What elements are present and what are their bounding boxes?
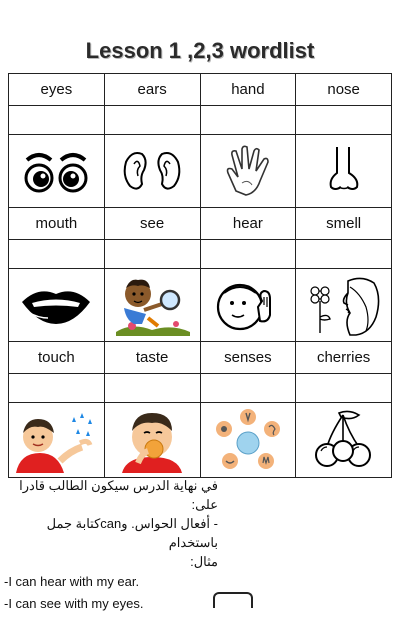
table-row bbox=[9, 374, 392, 403]
picture-cell bbox=[296, 269, 392, 342]
picture-cell bbox=[9, 135, 105, 208]
mouth-icon bbox=[18, 282, 94, 328]
picture-cell bbox=[296, 135, 392, 208]
cherries-icon bbox=[309, 407, 379, 473]
picture-cell bbox=[9, 403, 105, 478]
girl-smelling-flower-icon bbox=[304, 273, 384, 337]
objective-intro: في نهاية الدرس سيكون الطالب قادرا على: bbox=[19, 478, 218, 512]
table-row bbox=[9, 74, 392, 106]
nose-icon bbox=[319, 143, 369, 199]
objective-item: - أفعال الحواس. وcanكتابة جمل باستخدام bbox=[46, 516, 218, 550]
table-row bbox=[9, 240, 392, 269]
word-cell: taste bbox=[104, 342, 200, 374]
example-sentence: -I can hear with my ear. bbox=[4, 574, 140, 589]
table-row bbox=[9, 403, 392, 478]
ears-icon bbox=[120, 146, 184, 196]
word-cell: mouth bbox=[9, 208, 105, 240]
picture-cell bbox=[9, 269, 105, 342]
learning-objectives bbox=[0, 476, 400, 615]
word-cell: cherries bbox=[296, 342, 392, 374]
page-number-frame bbox=[213, 592, 253, 608]
listening-face-icon bbox=[210, 275, 286, 335]
picture-cell bbox=[104, 135, 200, 208]
table-row bbox=[9, 135, 392, 208]
word-cell: ears bbox=[104, 74, 200, 106]
picture-cell bbox=[200, 135, 296, 208]
blank-cell[interactable] bbox=[9, 240, 105, 269]
picture-cell bbox=[104, 269, 200, 342]
word-cell: touch bbox=[9, 342, 105, 374]
word-cell: smell bbox=[296, 208, 392, 240]
blank-cell[interactable] bbox=[104, 106, 200, 135]
blank-cell[interactable] bbox=[9, 106, 105, 135]
hand-icon bbox=[218, 143, 278, 199]
table-row bbox=[9, 269, 392, 342]
blank-cell[interactable] bbox=[296, 240, 392, 269]
picture-cell bbox=[200, 269, 296, 342]
blank-cell[interactable] bbox=[200, 106, 296, 135]
table-row bbox=[9, 342, 392, 374]
blank-cell[interactable] bbox=[200, 374, 296, 403]
boy-with-magnifier-icon bbox=[112, 274, 192, 336]
word-cell: hand bbox=[200, 74, 296, 106]
blank-cell[interactable] bbox=[200, 240, 296, 269]
senses-circle-icon bbox=[208, 407, 288, 473]
blank-cell[interactable] bbox=[296, 374, 392, 403]
blank-cell[interactable] bbox=[104, 374, 200, 403]
table-row bbox=[9, 106, 392, 135]
word-cell: eyes bbox=[9, 74, 105, 106]
page-title: Lesson 1 ,2,3 wordlist bbox=[85, 38, 315, 63]
blank-cell[interactable] bbox=[296, 106, 392, 135]
word-cell: see bbox=[104, 208, 200, 240]
example-sentence: -I can see with my eyes. bbox=[4, 596, 144, 611]
example-heading: مثال: bbox=[190, 554, 218, 569]
word-cell: nose bbox=[296, 74, 392, 106]
wordlist-table bbox=[8, 73, 392, 478]
boy-touching-rain-icon bbox=[14, 407, 98, 473]
table-row bbox=[9, 208, 392, 240]
blank-cell[interactable] bbox=[104, 240, 200, 269]
word-cell: hear bbox=[200, 208, 296, 240]
boy-tasting-fruit-icon bbox=[116, 407, 188, 473]
blank-cell[interactable] bbox=[9, 374, 105, 403]
picture-cell bbox=[296, 403, 392, 478]
picture-cell bbox=[200, 403, 296, 478]
picture-cell bbox=[104, 403, 200, 478]
word-cell: senses bbox=[200, 342, 296, 374]
eyes-icon bbox=[21, 146, 91, 196]
